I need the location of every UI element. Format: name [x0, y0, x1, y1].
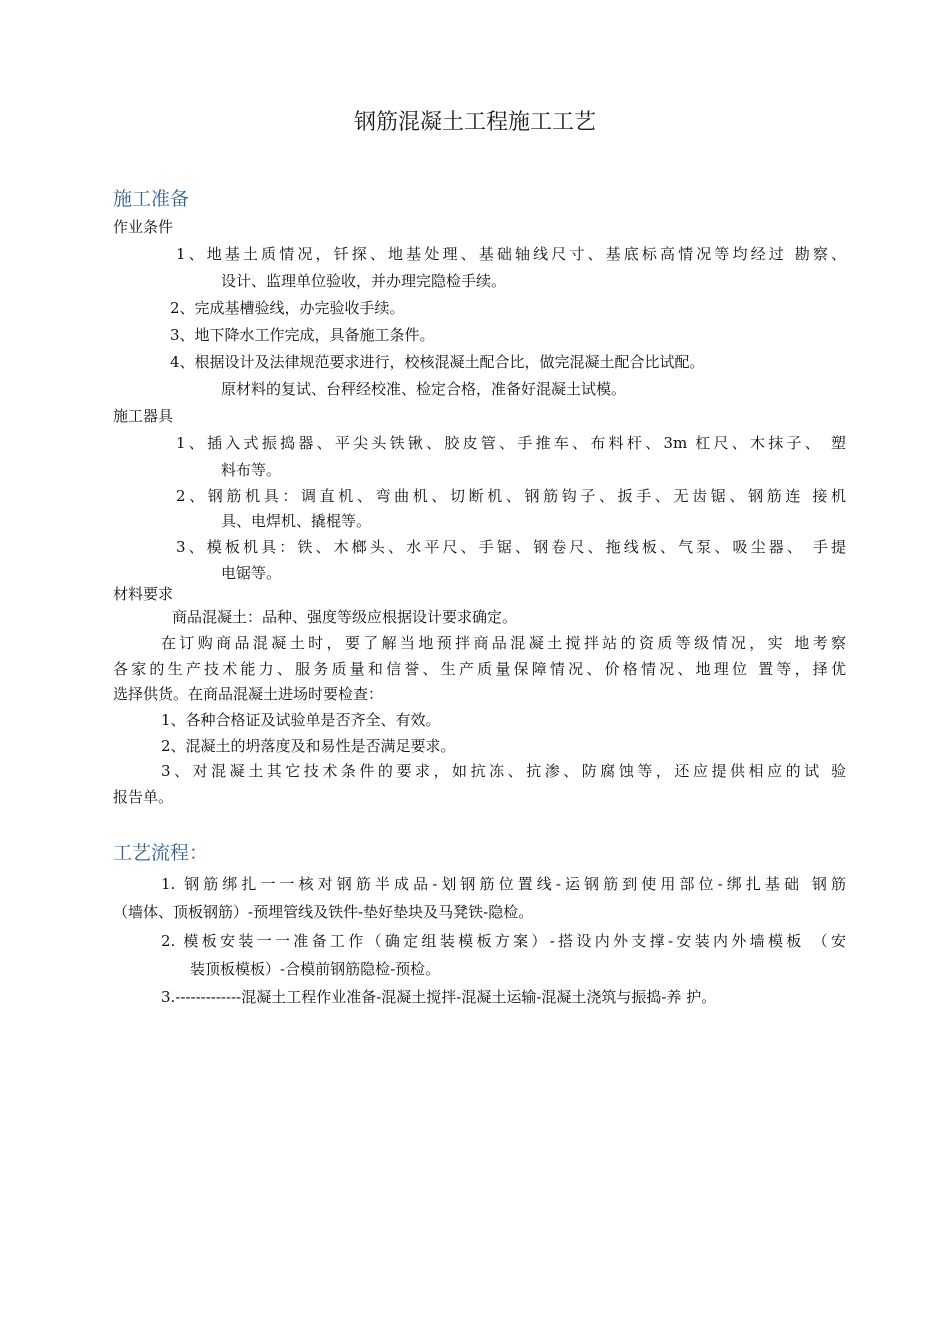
work-condition-line: 2、完成基槽验线，办完验收手续。 [170, 299, 405, 317]
subheading-tools: 施工器具 [113, 407, 174, 425]
work-condition-line: 原材料的复试、台秤经校准、检定合格，准备好混凝土试模。 [221, 380, 627, 398]
material-line: 1、各种合格证及试验单是否齐全、有效。 [161, 711, 441, 729]
section-heading-process-flow: 工艺流程： [113, 842, 209, 864]
subheading-work-conditions: 作业条件 [113, 218, 174, 236]
material-line: 各家的生产技术能力、服务质量和信誉、生产质量保障情况、价格情况、地理位 置等，择优 [113, 660, 846, 678]
document-title: 钢筋混凝土工程施工工艺 [353, 110, 596, 135]
process-line: （墙体、顶板钢筋）-预埋管线及铁件-垫好垫块及马凳铁-隐检。 [113, 903, 534, 921]
work-condition-line: 3、地下降水工作完成，具备施工条件。 [170, 326, 435, 344]
tool-line: 料布等。 [221, 461, 282, 479]
process-line: 1. 钢筋绑扎一一核对钢筋半成品-划钢筋位置线-运钢筋到使用部位-绑扎基础 钢筋 [161, 875, 846, 893]
material-line: 选择供货。在商品混凝土进场时要检查： [113, 685, 384, 703]
material-line: 在订购商品混凝土时，要了解当地预拌商品混凝土搅拌站的资质等级情况，实 地考察 [161, 634, 846, 652]
subheading-materials: 材料要求 [113, 585, 174, 603]
process-line: 装顶板模板）-合模前钢筋隐检-预检。 [190, 960, 441, 978]
process-line: 2. 模板安装一一准备工作（确定组装模板方案）-搭设内外支撑-安装内外墙模板 （安 [161, 932, 846, 950]
work-condition-line: 设计、监理单位验收，并办理完隐检手续。 [221, 272, 507, 290]
material-line: 3、对混凝土其它技术条件的要求，如抗冻、抗渗、防腐蚀等，还应提供相应的试 验 [161, 762, 846, 780]
section-heading-preparation: 施工准备 [113, 188, 190, 210]
work-condition-line: 4、根据设计及法律规范要求进行，校核混凝土配合比，做完混凝土配合比试配。 [170, 353, 705, 371]
tool-line: 1、插入式振捣器、平尖头铁锹、胶皮管、手推车、布料杆、3m 杠尺、木抹子、 塑 [176, 434, 846, 452]
tool-line: 电锯等。 [221, 564, 282, 582]
material-line: 商品混凝土：品种、强度等级应根据设计要求确定。 [172, 608, 518, 626]
tool-line: 2、钢筋机具：调直机、弯曲机、切断机、钢筋钩子、扳手、无齿锯、钢筋连 接机 [176, 487, 846, 505]
process-line: 3.-------------混凝土工程作业准备-混凝土搅拌-混凝土运输-混凝土浇筑与振捣-养 护。 [161, 988, 717, 1006]
material-line: 报告单。 [113, 788, 174, 806]
tool-line: 具、电焊机、撬棍等。 [221, 512, 372, 530]
work-condition-line: 1、地基土质情况，钎探、地基处理、基础轴线尺寸、基底标高情况等均经过 勘察、 [176, 245, 846, 263]
material-line: 2、混凝土的坍落度及和易性是否满足要求。 [161, 737, 456, 755]
tool-line: 3、模板机具：铁、木榔头、水平尺、手锯、钢卷尺、拖线板、气泵、吸尘器、 手提 [176, 538, 846, 556]
